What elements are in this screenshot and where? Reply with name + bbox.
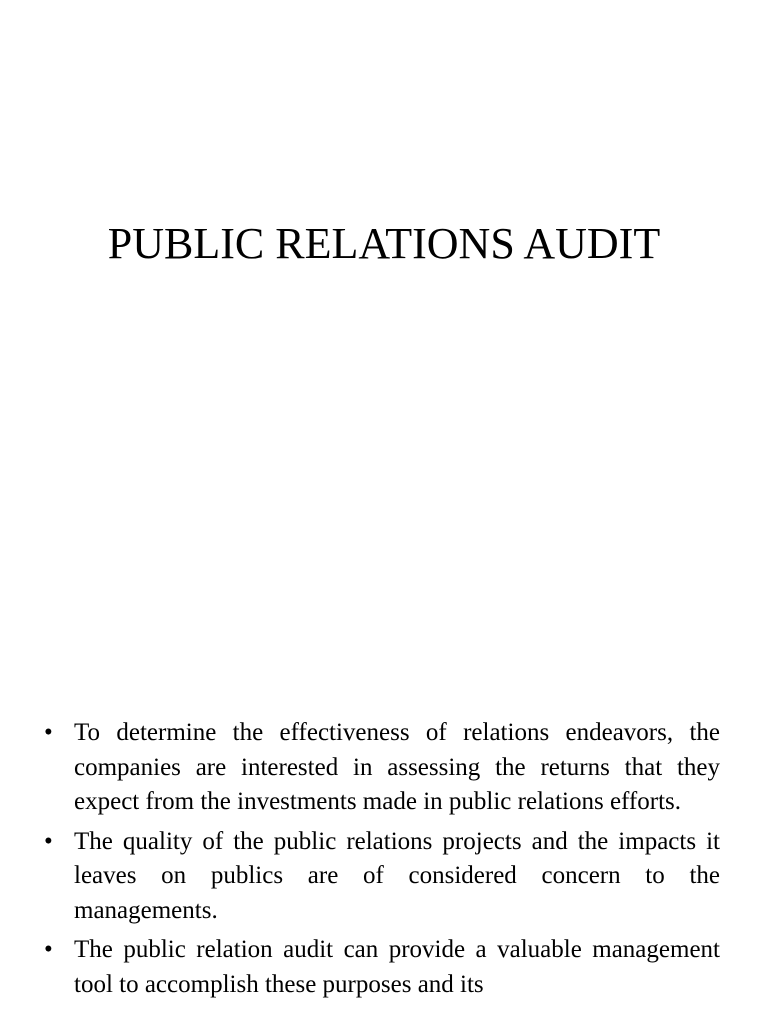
bullet-text: The quality of the public relations projects and the impacts it leaves on publics are of considered concern to the managements. [74,827,720,924]
bullet-icon: • [44,719,53,746]
bullet-icon: • [44,936,53,963]
list-item [44,825,720,929]
list-item [44,716,720,820]
slide-title: PUBLIC RELATIONS AUDIT [107,219,661,268]
list-item [44,933,720,1002]
bullet-icon: • [44,827,53,855]
bullet-text: The public relation audit can provide a valuable management tool to accomplish these purposes and its [74,936,720,998]
bullet-text: To determine the effectiveness of relations endeavors, the companies are interested in assessing the returns that they expect from the investments made in public relations efforts. [74,719,720,815]
bullet-list [44,716,720,1007]
